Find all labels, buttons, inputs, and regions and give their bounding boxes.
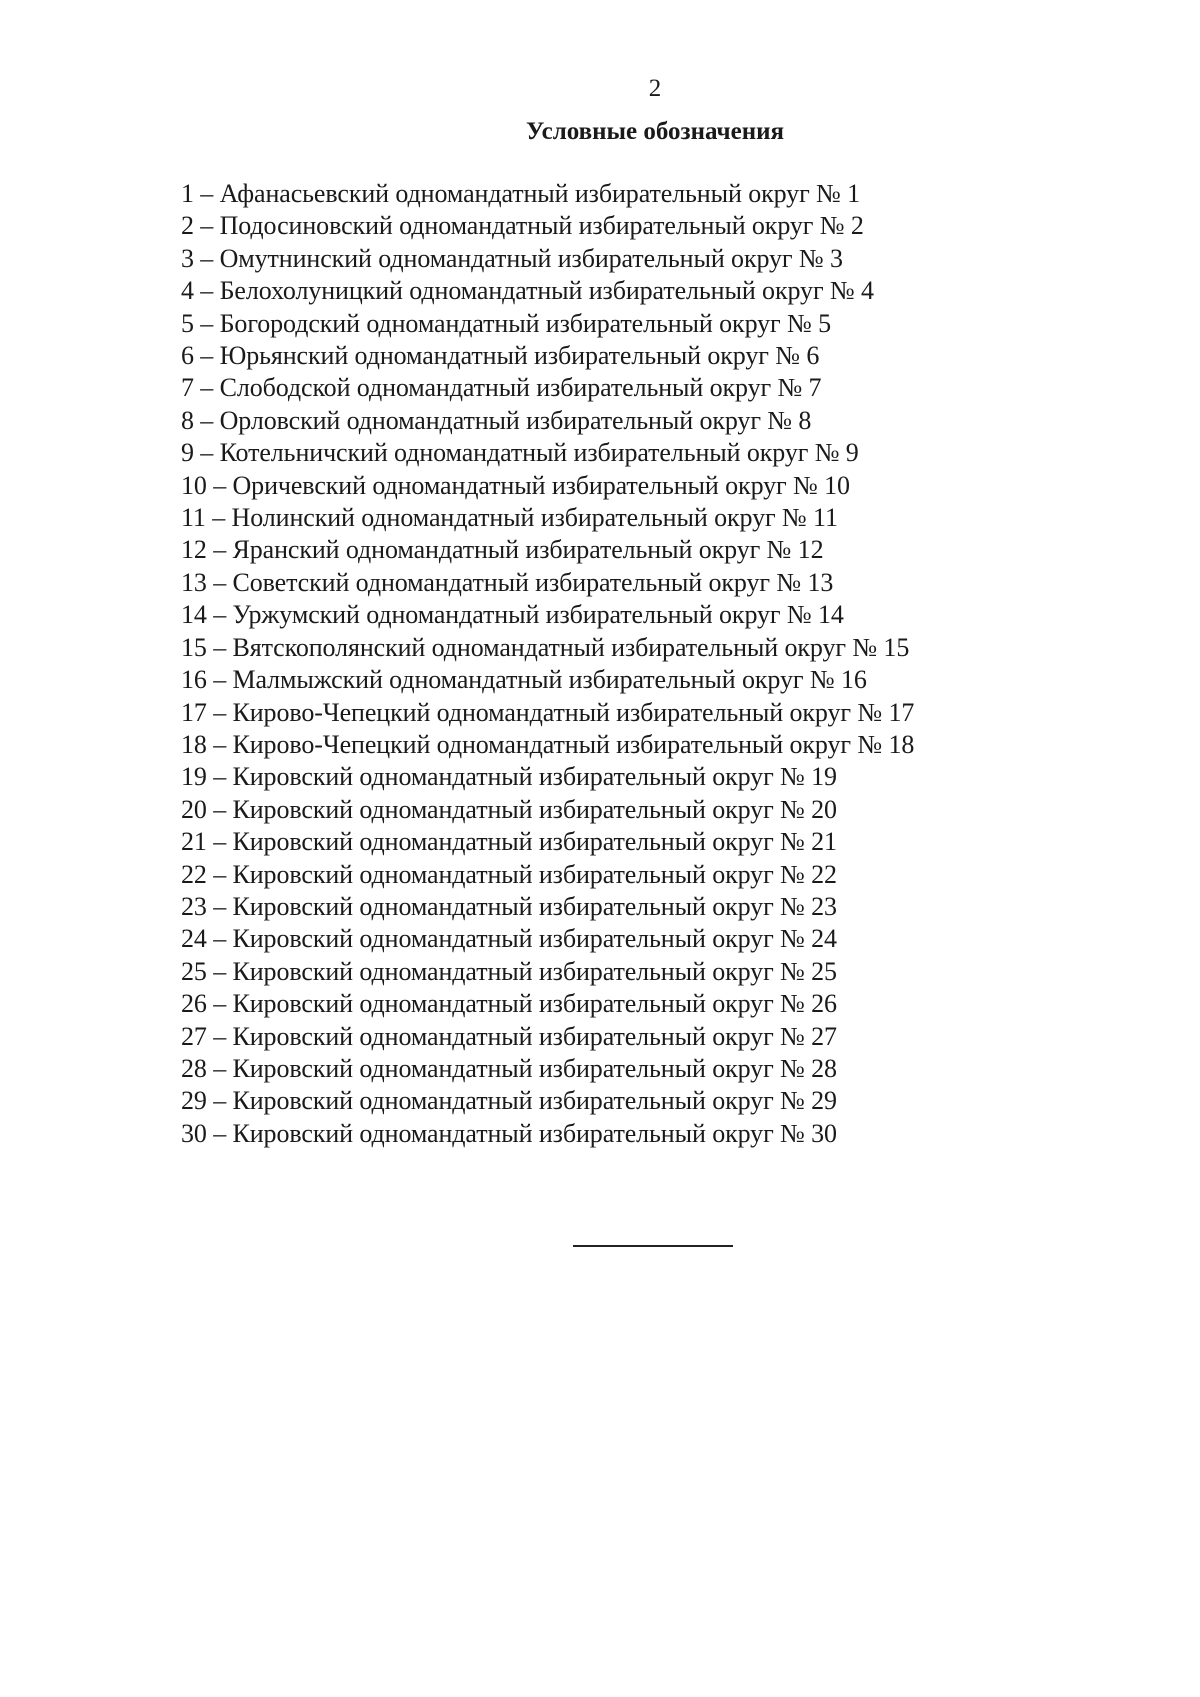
list-item: 15 – Вятскополянский одномандатный избирательный округ № 15 bbox=[181, 632, 910, 662]
list-item: 29 – Кировский одномандатный избирательный округ № 29 bbox=[181, 1086, 837, 1116]
list-item: 19 – Кировский одномандатный избирательный округ № 19 bbox=[181, 762, 837, 792]
list-item: 16 – Малмыжский одномандатный избирательный округ № 16 bbox=[181, 665, 867, 695]
list-item: 5 – Богородский одномандатный избирательный округ № 5 bbox=[181, 308, 831, 338]
list-item: 24 – Кировский одномандатный избирательный округ № 24 bbox=[181, 924, 837, 954]
legend-list bbox=[181, 178, 914, 1150]
list-item: 22 – Кировский одномандатный избирательный округ № 22 bbox=[181, 859, 837, 889]
list-item: 10 – Оричевский одномандатный избирательный округ № 10 bbox=[181, 470, 850, 500]
list-item: 9 – Котельничский одномандатный избирательный округ № 9 bbox=[181, 438, 859, 468]
list-item: 1 – Афанасьевский одномандатный избирательный округ № 1 bbox=[181, 179, 861, 208]
list-item: 12 – Яранский одномандатный избирательный округ № 12 bbox=[181, 535, 824, 565]
list-item: 4 – Белохолуницкий одномандатный избирательный округ № 4 bbox=[181, 276, 874, 306]
page-number: 2 bbox=[648, 75, 662, 102]
list-item: 11 – Нолинский одномандатный избирательный округ № 11 bbox=[181, 503, 838, 533]
list-item: 20 – Кировский одномандатный избирательный округ № 20 bbox=[181, 794, 837, 824]
list-item: 17 – Кирово-Чепецкий одномандатный избирательный округ № 17 bbox=[181, 697, 915, 727]
list-item: 13 – Советский одномандатный избирательный округ № 13 bbox=[181, 567, 834, 597]
list-item: 14 – Уржумский одномандатный избирательный округ № 14 bbox=[181, 600, 844, 630]
list-item: 27 – Кировский одномандатный избирательный округ № 27 bbox=[181, 1021, 837, 1051]
list-item: 26 – Кировский одномандатный избирательный округ № 26 bbox=[181, 989, 837, 1019]
page-title: Условные обозначения bbox=[525, 118, 785, 145]
list-item: 23 – Кировский одномандатный избирательный округ № 23 bbox=[181, 891, 837, 921]
list-item: 25 – Кировский одномандатный избирательный округ № 25 bbox=[181, 956, 837, 986]
list-item: 8 – Орловский одномандатный избирательный округ № 8 bbox=[181, 405, 812, 435]
list-item: 18 – Кирово-Чепецкий одномандатный избирательный округ № 18 bbox=[181, 729, 915, 759]
list-item: 28 – Кировский одномандатный избирательный округ № 28 bbox=[181, 1053, 837, 1083]
end-divider bbox=[573, 1245, 733, 1247]
list-item: 2 – Подосиновский одномандатный избирательный округ № 2 bbox=[181, 211, 864, 241]
list-item: 21 – Кировский одномандатный избирательный округ № 21 bbox=[181, 827, 837, 857]
list-item: 7 – Слободской одномандатный избирательный округ № 7 bbox=[181, 373, 822, 403]
list-item: 30 – Кировский одномандатный избирательный округ № 30 bbox=[181, 1118, 837, 1148]
list-item: 3 – Омутнинский одномандатный избирательный округ № 3 bbox=[181, 243, 843, 273]
list-item: 6 – Юрьянский одномандатный избирательный округ № 6 bbox=[181, 341, 820, 371]
